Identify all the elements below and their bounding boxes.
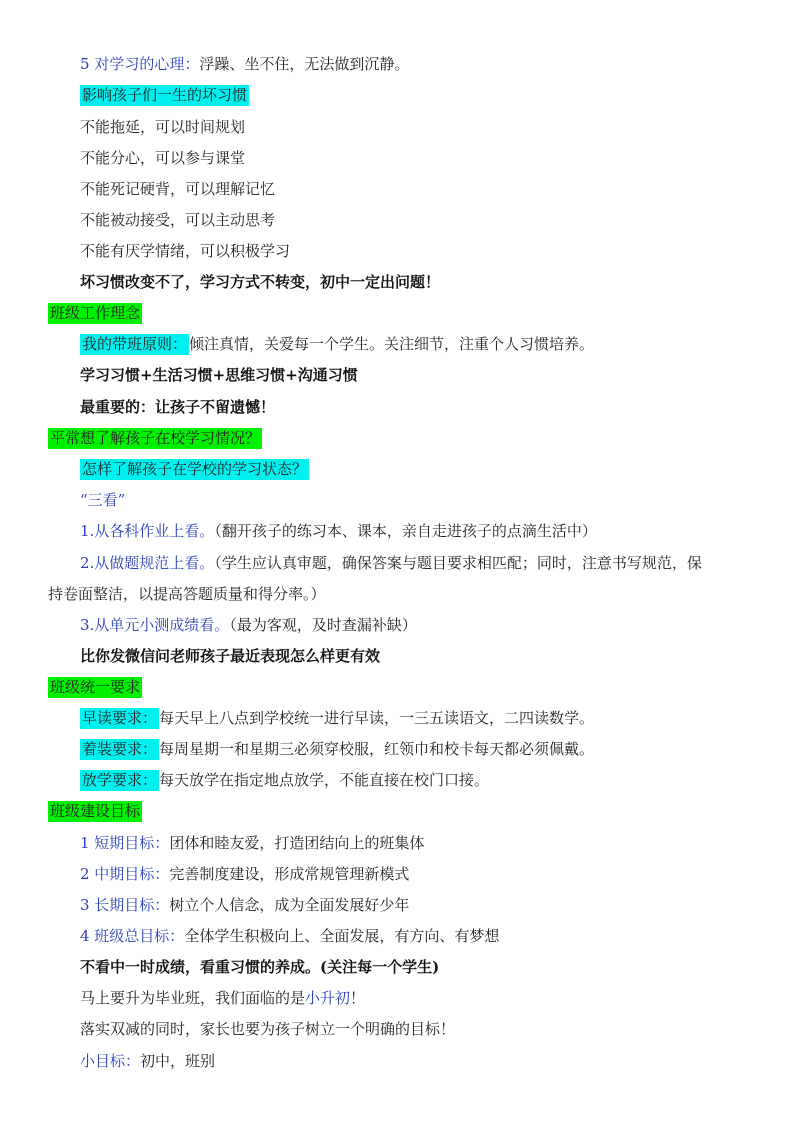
most-important: 最重要的：让孩子不留遗憾！ — [80, 398, 276, 416]
goal-text: 全体学生积极向上、全面发展，有方向、有梦想 — [184, 927, 500, 945]
psychology-item — [80, 53, 409, 75]
section-heading-text: 班级统一要求 — [50, 678, 141, 696]
item-number: 5 — [80, 55, 95, 73]
section-heading-philosophy — [48, 302, 142, 324]
principle-text: 倾注真情，关爱每一个学生。关注细节，注重个人习惯培养。 — [189, 335, 595, 353]
goal-text: 团体和睦友爱，打造团结向上的班集体 — [169, 834, 425, 852]
goal-label: 2 中期目标： — [80, 865, 170, 883]
habit-line: 不能拖延，可以时间规划 — [80, 118, 246, 136]
look-item-2 — [48, 548, 745, 610]
requirement-text: 每周星期一和星期三必须穿校服，红领巾和校卡每天都必须佩戴。 — [159, 740, 595, 758]
goal-label: 1 短期目标： — [80, 834, 170, 852]
requirement-text: 每天早上八点到学校统一进行早读，一三五读语文，二四读数学。 — [159, 709, 595, 727]
requirement-morning-reading — [80, 707, 594, 729]
habit-line: 不能分心，可以参与课堂 — [80, 149, 246, 167]
look-label: 1.从各科作业上看。 — [80, 522, 215, 540]
requirement-label: 早读要求： — [82, 709, 158, 727]
graduation-highlight: 小升初 — [305, 989, 351, 1007]
requirement-label: 放学要求： — [82, 771, 158, 789]
graduation-punct: ！ — [350, 989, 366, 1007]
bad-habits-heading — [80, 84, 249, 106]
section-heading-school-learning — [48, 427, 262, 449]
section-heading-requirements — [48, 676, 142, 698]
requirement-dismissal — [80, 769, 489, 791]
goal-label: 4 班级总目标： — [80, 927, 185, 945]
bold-statement: 比你发微信问老师孩子最近表现怎么样更有效 — [80, 647, 381, 665]
goal-text: 树立个人信念，成为全面发展好少年 — [169, 896, 410, 914]
look-text: （学生应认真审题，确保答案与题目要求相匹配；同时，注意书写规范，保 — [214, 554, 702, 572]
look-text: （翻开孩子的练习本、课本，亲自走进孩子的点滴生活中） — [214, 522, 597, 540]
three-looks-title: “三看” — [80, 491, 126, 509]
requirement-label: 着装要求： — [82, 740, 158, 758]
graduation-text: 马上要升为毕业班，我们面临的是 — [80, 989, 306, 1007]
bold-statement: 不看中一时成绩，看重习惯的养成。(关注每一个学生) — [80, 958, 440, 976]
goal-text: 完善制度建设，形成常规管理新模式 — [169, 865, 410, 883]
small-goal-line — [80, 1050, 215, 1072]
item-label: 对学习的心理： — [94, 55, 200, 73]
small-goal-label: 小目标： — [80, 1052, 141, 1070]
graduation-line — [80, 987, 365, 1009]
highlighted-heading: 影响孩子们一生的坏习惯 — [82, 86, 248, 104]
look-label: 3.从单元小测成绩看。 — [80, 616, 230, 634]
requirement-dress — [80, 738, 594, 760]
look-text-continued: 持卷面整洁，以提高答题质量和得分率。） — [48, 585, 326, 603]
look-text: （最为客观，及时查漏补缺） — [229, 616, 417, 634]
goal-mid-term — [80, 863, 409, 885]
section-heading-goals — [48, 800, 142, 822]
habits-formula: 学习习惯+生活习惯+思维习惯+沟通习惯 — [80, 366, 358, 384]
section-heading-text: 班级建设目标 — [50, 802, 141, 820]
double-reduction-line: 落实双减的同时，家长也要为孩子树立一个明确的目标！ — [80, 1020, 456, 1038]
goal-overall — [80, 925, 499, 947]
principle-label: 我的带班原则： — [82, 335, 188, 353]
look-label: 2.从做题规范上看。 — [80, 554, 215, 572]
section-heading-text: 班级工作理念 — [50, 304, 141, 322]
principle-line — [80, 333, 594, 355]
habit-line: 不能有厌学情绪，可以积极学习 — [80, 242, 291, 260]
learning-state-question — [80, 458, 309, 480]
highlighted-question: 怎样了解孩子在学校的学习状态？ — [82, 460, 308, 478]
look-item-1 — [80, 520, 597, 542]
bold-statement: 坏习惯改变不了，学习方式不转变，初中一定出问题！ — [80, 273, 441, 291]
goal-long-term — [80, 894, 409, 916]
look-item-3 — [80, 614, 417, 636]
small-goal-text: 初中，班别 — [140, 1052, 216, 1070]
goal-short-term — [80, 832, 424, 854]
section-heading-text: 平常想了解孩子在校学习情况？ — [50, 429, 261, 447]
habit-line: 不能死记硬背，可以理解记忆 — [80, 180, 276, 198]
requirement-text: 每天放学在指定地点放学，不能直接在校门口接。 — [159, 771, 490, 789]
item-text: 浮躁、坐不住，无法做到沉静。 — [199, 55, 410, 73]
goal-label: 3 长期目标： — [80, 896, 170, 914]
habit-line: 不能被动接受，可以主动思考 — [80, 211, 276, 229]
